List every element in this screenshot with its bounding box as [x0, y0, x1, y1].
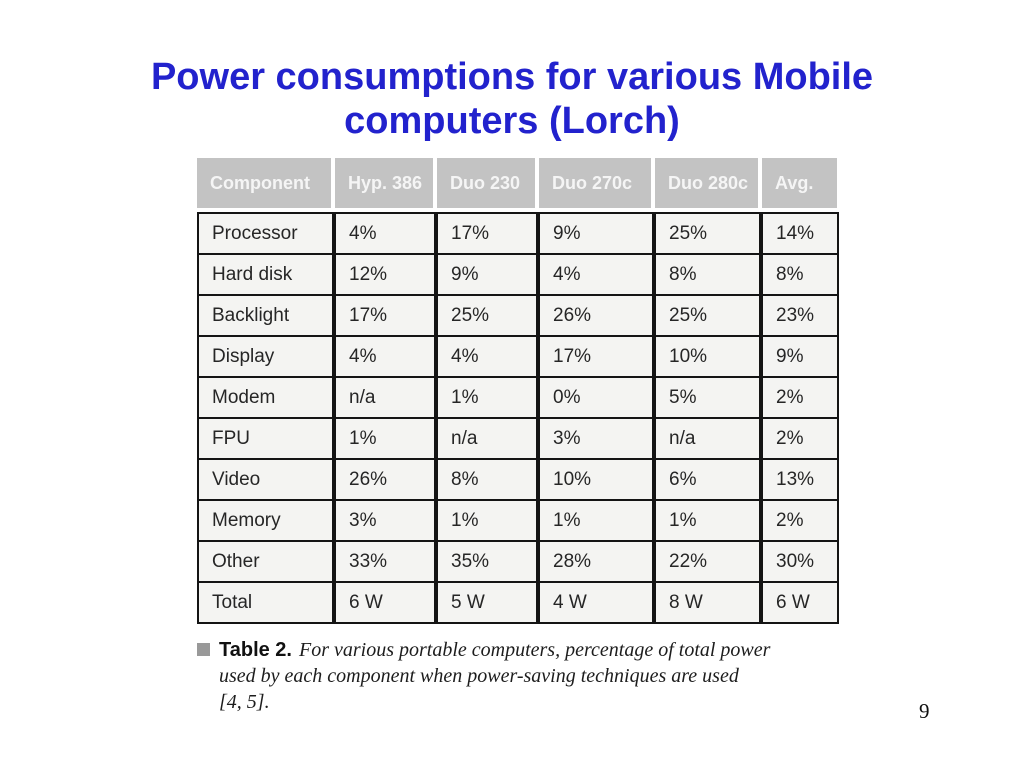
caption-line-text: For various portable computers, percentage of total power [299, 639, 771, 661]
table-cell: 4% [436, 336, 538, 377]
row-label: Video [198, 459, 334, 500]
table-cell: 13% [761, 459, 838, 500]
square-bullet-icon [197, 643, 210, 656]
table-cell: n/a [436, 418, 538, 459]
power-table [197, 212, 839, 624]
table-cell: 9% [538, 213, 654, 254]
caption-label: Table 2. [219, 639, 292, 661]
table-cell: 1% [538, 500, 654, 541]
row-label: Total [198, 582, 334, 623]
table-row [198, 295, 838, 336]
row-label: Modem [198, 377, 334, 418]
table-cell: 4% [334, 336, 436, 377]
table-cell: 22% [654, 541, 761, 582]
table-body [198, 213, 838, 623]
table-cell: 14% [761, 213, 838, 254]
table-cell: 25% [654, 213, 761, 254]
table-cell: 5% [654, 377, 761, 418]
table-cell: 8% [654, 254, 761, 295]
table-cell: 2% [761, 418, 838, 459]
slide-title [0, 55, 1024, 143]
table-cell: 6% [654, 459, 761, 500]
caption-text [219, 637, 770, 715]
caption-line [219, 637, 770, 663]
page-number: 9 [919, 699, 930, 723]
row-label: Hard disk [198, 254, 334, 295]
table-cell: 1% [654, 500, 761, 541]
row-label: Memory [198, 500, 334, 541]
column-header-duo270c: Duo 270c [539, 158, 651, 208]
caption-line: [4, 5]. [219, 691, 270, 713]
table-cell: 5 W [436, 582, 538, 623]
column-header-component: Component [197, 158, 331, 208]
table-row [198, 582, 838, 623]
table-cell: 12% [334, 254, 436, 295]
table-cell: 3% [334, 500, 436, 541]
power-table-header [197, 158, 837, 208]
table-cell: 9% [436, 254, 538, 295]
title-line-2: computers (Lorch) [344, 100, 680, 142]
table-cell: 8 W [654, 582, 761, 623]
table-cell: 28% [538, 541, 654, 582]
row-label: Display [198, 336, 334, 377]
row-label: FPU [198, 418, 334, 459]
table-cell: n/a [654, 418, 761, 459]
table-cell: 2% [761, 377, 838, 418]
table-cell: 17% [334, 295, 436, 336]
row-label: Other [198, 541, 334, 582]
row-label: Backlight [198, 295, 334, 336]
table-cell: 30% [761, 541, 838, 582]
column-header-avg: Avg. [762, 158, 837, 208]
row-label: Processor [198, 213, 334, 254]
table-cell: 10% [654, 336, 761, 377]
table-cell: 25% [654, 295, 761, 336]
table-cell: 3% [538, 418, 654, 459]
table-cell: n/a [334, 377, 436, 418]
table-row [198, 213, 838, 254]
table-cell: 4% [538, 254, 654, 295]
table-row [198, 541, 838, 582]
table-cell: 0% [538, 377, 654, 418]
table-cell: 4 W [538, 582, 654, 623]
caption-line: used by each component when power-saving techniques are used [219, 665, 739, 687]
table-cell: 9% [761, 336, 838, 377]
column-header-hyp386: Hyp. 386 [335, 158, 433, 208]
table-cell: 1% [436, 500, 538, 541]
table-row [198, 254, 838, 295]
table-cell: 26% [538, 295, 654, 336]
table-caption [197, 637, 857, 715]
table-cell: 2% [761, 500, 838, 541]
table-cell: 17% [538, 336, 654, 377]
table-row [198, 500, 838, 541]
table-row [198, 377, 838, 418]
table-cell: 23% [761, 295, 838, 336]
table-cell: 4% [334, 213, 436, 254]
table-cell: 8% [761, 254, 838, 295]
title-line-1: Power consumptions for various Mobile [150, 56, 874, 98]
column-header-duo230: Duo 230 [437, 158, 535, 208]
table-cell: 1% [334, 418, 436, 459]
column-header-duo280c: Duo 280c [655, 158, 758, 208]
table-cell: 17% [436, 213, 538, 254]
table-cell: 33% [334, 541, 436, 582]
table-row [198, 336, 838, 377]
table-cell: 1% [436, 377, 538, 418]
table-cell: 8% [436, 459, 538, 500]
table-cell: 26% [334, 459, 436, 500]
table-cell: 6 W [334, 582, 436, 623]
table-cell: 6 W [761, 582, 838, 623]
table-cell: 10% [538, 459, 654, 500]
table-row [198, 418, 838, 459]
table-row [198, 459, 838, 500]
table-scan-image [197, 158, 837, 624]
table-cell: 25% [436, 295, 538, 336]
table-cell: 35% [436, 541, 538, 582]
